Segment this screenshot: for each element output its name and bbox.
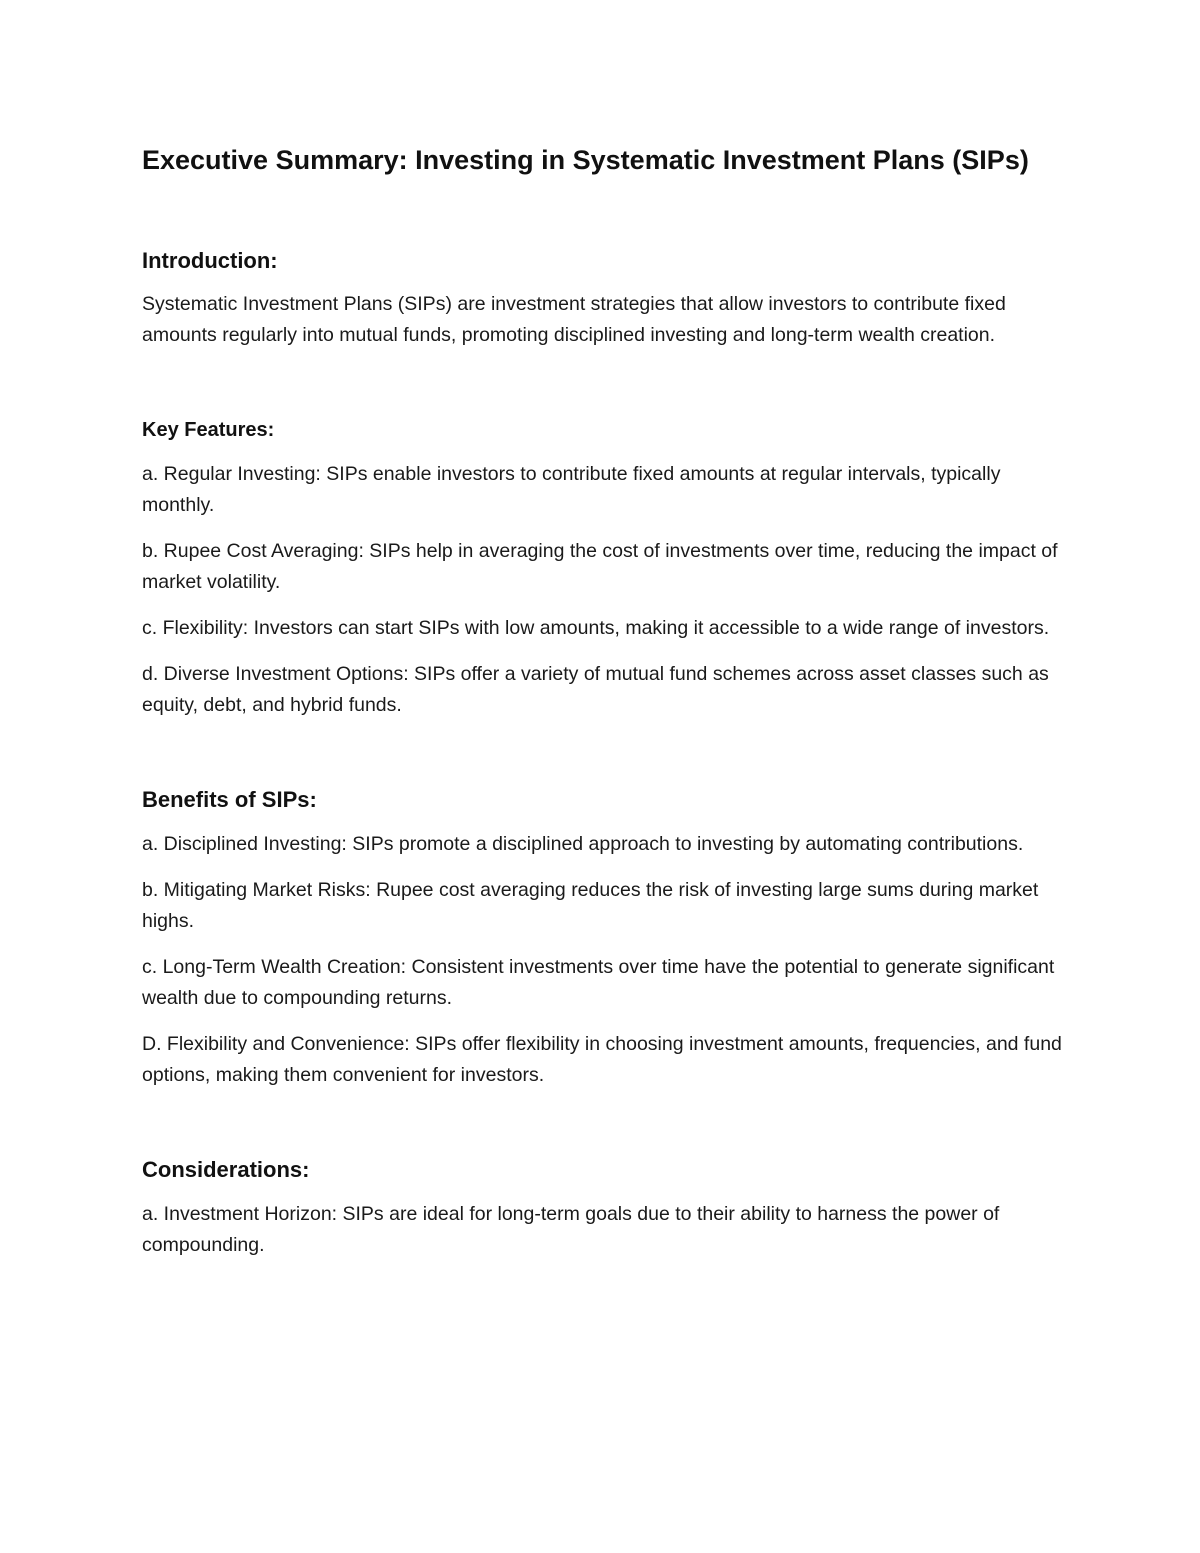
benefit-item-a: a. Disciplined Investing: SIPs promote a disciplined approach to investing by automating contributions.	[142, 833, 1024, 855]
considerations-heading: Considerations:	[142, 1157, 310, 1182]
key-feature-item-b: b. Rupee Cost Averaging: SIPs help in averaging the cost of investments over time, reducing the impact of market volatility.	[142, 540, 1058, 593]
benefits-heading: Benefits of SIPs:	[142, 787, 317, 812]
key-features-heading: Key Features:	[142, 419, 275, 441]
benefit-item-b: b. Mitigating Market Risks: Rupee cost averaging reduces the risk of investing large sums during market highs.	[142, 879, 1039, 932]
key-feature-item-c: c. Flexibility: Investors can start SIPs with low amounts, making it accessible to a wide range of investors.	[142, 617, 1050, 639]
introduction-paragraph: Systematic Investment Plans (SIPs) are investment strategies that allow investors to contribute fixed amounts regularly into mutual funds, promoting disciplined investing and long-term wealth creation.	[142, 293, 1006, 346]
benefit-item-d: D. Flexibility and Convenience: SIPs offer flexibility in choosing investment amounts, frequencies, and fund options, making them convenient for investors.	[142, 1033, 1062, 1086]
document-body	[142, 140, 1062, 1261]
key-feature-item-a: a. Regular Investing: SIPs enable investors to contribute fixed amounts at regular intervals, typically monthly.	[142, 463, 1001, 516]
consideration-item-a: a. Investment Horizon: SIPs are ideal for long-term goals due to their ability to harness the power of compounding.	[142, 1203, 1000, 1256]
introduction-heading: Introduction:	[142, 248, 278, 273]
benefit-item-c: c. Long-Term Wealth Creation: Consistent investments over time have the potential to generate significant wealth due to compounding returns.	[142, 956, 1055, 1009]
document-title: Executive Summary: Investing in Systematic Investment Plans (SIPs)	[142, 145, 1029, 175]
key-feature-item-d: d. Diverse Investment Options: SIPs offer a variety of mutual fund schemes across asset classes such as equity, debt, and hybrid funds.	[142, 663, 1049, 716]
